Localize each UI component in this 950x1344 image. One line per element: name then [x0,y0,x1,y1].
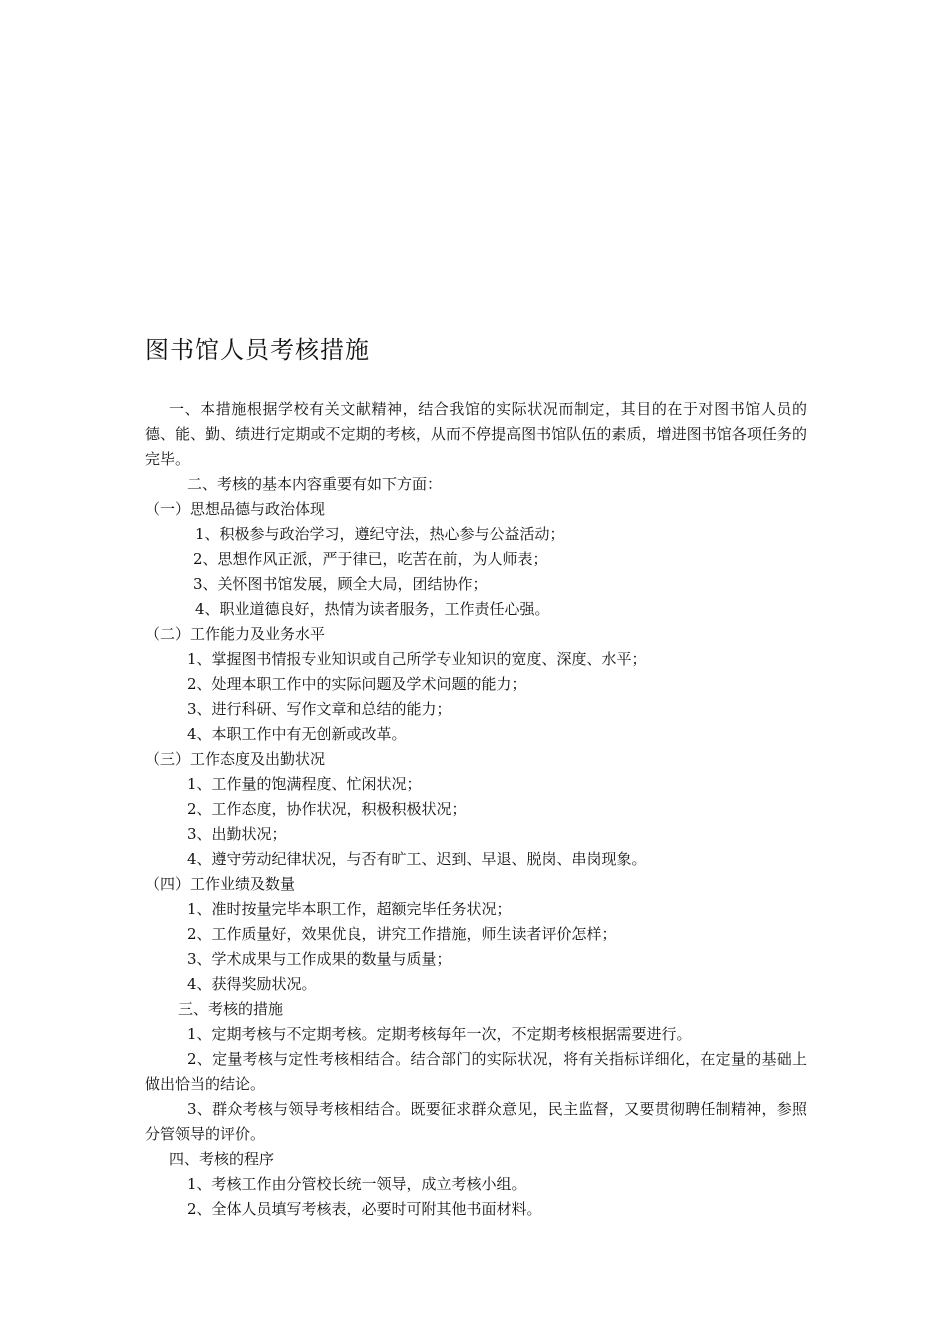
group4-item: 2、工作质量好，效果优良，讲究工作措施，师生读者评价怎样； [187,925,617,943]
section4-heading: 四、考核的程序 [169,1150,275,1168]
group2-item: 2、处理本职工作中的实际问题及学术问题的能力； [187,675,527,693]
group1-item: 4、职业道德良好，热情为读者服务，工作责任心强。 [195,600,550,618]
group2-item: 3、进行科研、写作文章和总结的能力； [187,700,452,718]
group2-item: 4、本职工作中有无创新或改革。 [187,725,407,743]
group3-heading: （三）工作态度及出勤状况 [145,750,326,768]
group1-item: 3、关怀图书馆发展，顾全大局，团结协作； [193,575,488,593]
group1-item: 1、积极参与政治学习，遵纪守法，热心参与公益活动； [195,525,565,543]
document-title: 图书馆人员考核措施 [145,336,370,364]
group4-item: 1、准时按量完毕本职工作，超额完毕任务状况； [187,900,512,918]
group3-item: 3、出勤状况； [187,825,287,843]
section4-item: 2、全体人员填写考核表，必要时可附其他书面材料。 [187,1200,542,1218]
document-body [145,397,807,1222]
section3-heading: 三、考核的措施 [178,1000,284,1018]
section3-item: 1、定期考核与不定期考核。定期考核每年一次，不定期考核根据需要进行。 [187,1025,692,1043]
group4-heading: （四）工作业绩及数量 [145,875,296,893]
group3-item: 4、遵守劳动纪律状况，与否有旷工、迟到、早退、脱岗、串岗现象。 [187,850,647,868]
group2-item: 1、掌握图书情报专业知识或自己所学专业知识的宽度、深度、水平； [187,650,647,668]
group2-heading: （二）工作能力及业务水平 [145,625,326,643]
group1-heading: （一）思想品德与政治体现 [145,500,326,518]
group4-item: 3、学术成果与工作成果的数量与质量； [187,950,452,968]
group1-item: 2、思想作风正派，严于律已，吃苦在前，为人师表； [193,550,548,568]
group3-item: 2、工作态度，协作状况，积极积极状况； [187,800,467,818]
section3-item: 2、定量考核与定性考核相结合。结合部门的实际状况，将有关指标详细化，在定量的基础上做出恰当的结论。 [145,1050,807,1093]
section2-heading: 二、考核的基本内容重要有如下方面： [187,475,443,493]
section3-item: 3、群众考核与领导考核相结合。既要征求群众意见，民主监督，又要贯彻聘任制精神，参照分管领导的评价。 [145,1100,807,1143]
section4-item: 1、考核工作由分管校长统一领导，成立考核小组。 [187,1175,527,1193]
intro-paragraph: 一、本措施根据学校有关文献精神，结合我馆的实际状况而制定，其目的在于对图书馆人员的德、能、勤、绩进行定期或不定期的考核，从而不停提高图书馆队伍的素质，增进图书馆各项任务的完毕。 [145,400,807,468]
group4-item: 4、获得奖励状况。 [187,975,317,993]
group3-item: 1、工作量的饱满程度、忙闲状况； [187,775,422,793]
